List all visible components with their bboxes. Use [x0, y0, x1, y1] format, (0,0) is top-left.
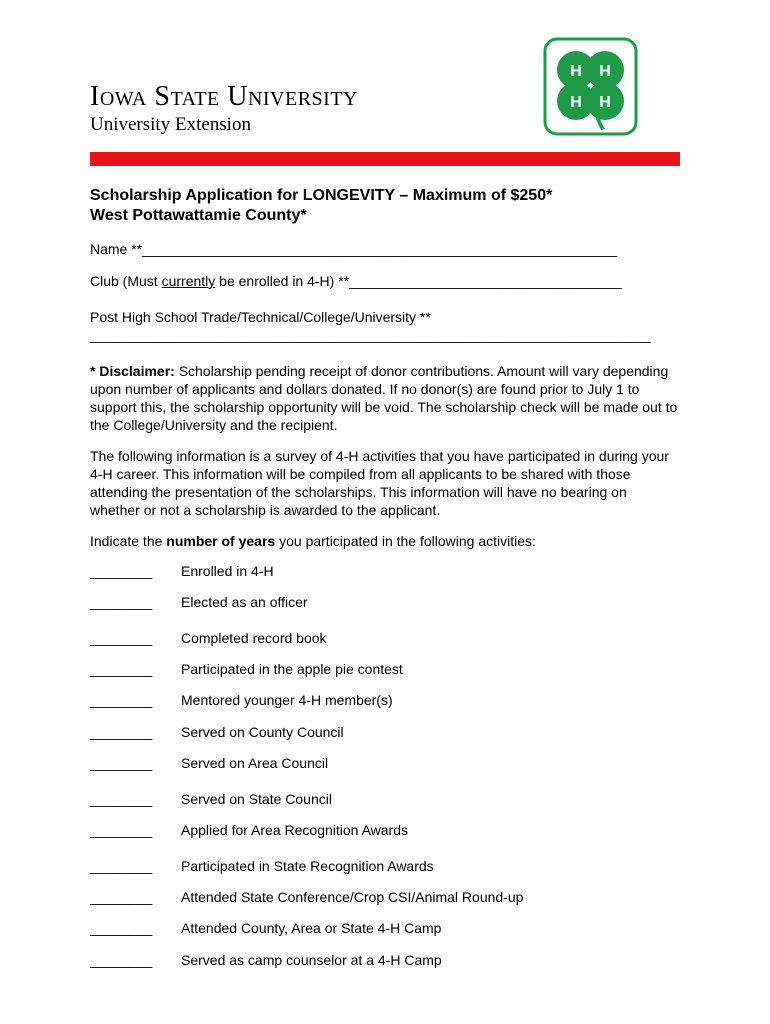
activity-label: Served as camp counselor at a 4-H Camp: [181, 952, 442, 968]
years-blank[interactable]: ________: [90, 755, 153, 771]
isu-logo: [90, 82, 358, 136]
years-blank[interactable]: ________: [90, 594, 153, 610]
university-extension: University Extension: [90, 114, 251, 135]
club-line[interactable]: ___________________________________: [349, 273, 622, 289]
activity-label: Attended State Conference/Crop CSI/Animal Round-up: [181, 889, 524, 905]
activity-label: Mentored younger 4-H member(s): [181, 692, 393, 708]
svg-text:H: H: [599, 94, 611, 111]
disclaimer-text: Scholarship pending receipt of donor contributions. Amount will vary depending upon number of applicants and dollars donated. If no donor(s) are found prior to July 1 to support this, the scholarship opportunity will be void. The scholarship check will be made out to the College/University and the recipient.: [90, 363, 678, 433]
years-blank[interactable]: ________: [90, 952, 153, 968]
svg-text:H: H: [599, 63, 611, 80]
activity-label: Participated in the apple pie contest: [181, 661, 403, 677]
years-blank[interactable]: ________: [90, 822, 153, 838]
name-label: Name **: [90, 241, 143, 257]
years-blank[interactable]: ________: [90, 692, 153, 708]
activity-row[interactable]: [90, 724, 344, 740]
activity-row[interactable]: [90, 952, 442, 968]
club-label-post: be enrolled in 4-H) **: [215, 273, 350, 289]
activity-row[interactable]: [90, 791, 332, 807]
activity-row[interactable]: [90, 594, 308, 610]
club-label-underlined: currently: [161, 273, 216, 289]
red-divider-bar: [90, 152, 680, 166]
activity-row[interactable]: [90, 692, 393, 708]
indicate-instruction: [90, 532, 680, 550]
years-blank[interactable]: ________: [90, 630, 153, 646]
activity-row[interactable]: [90, 755, 328, 771]
years-blank[interactable]: ________: [90, 889, 153, 905]
activity-label: Enrolled in 4-H: [181, 563, 274, 579]
years-blank[interactable]: ________: [90, 858, 153, 874]
name-field[interactable]: [90, 241, 617, 257]
disclaimer: [90, 362, 680, 434]
school-line[interactable]: ________________________________________________________________________: [90, 327, 651, 343]
form-title: [90, 186, 552, 226]
activity-row[interactable]: [90, 661, 403, 677]
years-blank[interactable]: ________: [90, 791, 153, 807]
activity-row[interactable]: [90, 630, 327, 646]
years-blank[interactable]: ________: [90, 724, 153, 740]
name-line[interactable]: _____________________________________________________________: [142, 241, 618, 257]
activity-label: Served on Area Council: [181, 755, 329, 771]
activity-label: Served on County Council: [181, 724, 344, 740]
club-label-pre: Club (Must: [90, 273, 162, 289]
activity-row[interactable]: [90, 822, 408, 838]
club-field[interactable]: [90, 273, 622, 289]
university-name: Iowa State University: [90, 81, 358, 112]
disclaimer-label: * Disclaimer:: [90, 363, 175, 379]
survey-intro: The following information is a survey of 4-H activities that you have participated in during your 4-H career. This information will be compiled from all applicants to be shared with those attending the presentation of the scholarships. This information will have no bearing on whether or not a scholarship is awarded to the applicant.: [90, 448, 669, 518]
activity-row[interactable]: [90, 563, 274, 579]
title-line-1: Scholarship Application for LONGEVITY – Maximum of $250*: [90, 187, 553, 204]
years-blank[interactable]: ________: [90, 563, 153, 579]
svg-text:H: H: [570, 63, 582, 80]
activity-label: Applied for Area Recognition Awards: [181, 822, 408, 838]
school-field-label: Post High School Trade/Technical/College/University **: [90, 309, 431, 325]
activity-label: Elected as an officer: [181, 594, 308, 610]
indicate-pre: Indicate the: [90, 533, 167, 549]
activity-label: Participated in State Recognition Awards: [181, 858, 434, 874]
activity-label: Completed record book: [181, 630, 327, 646]
activity-row[interactable]: [90, 889, 523, 905]
svg-text:H: H: [570, 94, 582, 111]
activity-row[interactable]: [90, 858, 434, 874]
activity-row[interactable]: [90, 920, 441, 936]
title-line-2: West Pottawattamie County*: [90, 207, 307, 224]
activity-label: Attended County, Area or State 4-H Camp: [181, 920, 442, 936]
years-blank[interactable]: ________: [90, 920, 153, 936]
years-blank[interactable]: ________: [90, 661, 153, 677]
activity-label: Served on State Council: [181, 791, 332, 807]
4h-clover-icon: [543, 37, 638, 136]
indicate-post: you participated in the following activities:: [275, 533, 536, 549]
indicate-bold: number of years: [166, 533, 276, 549]
